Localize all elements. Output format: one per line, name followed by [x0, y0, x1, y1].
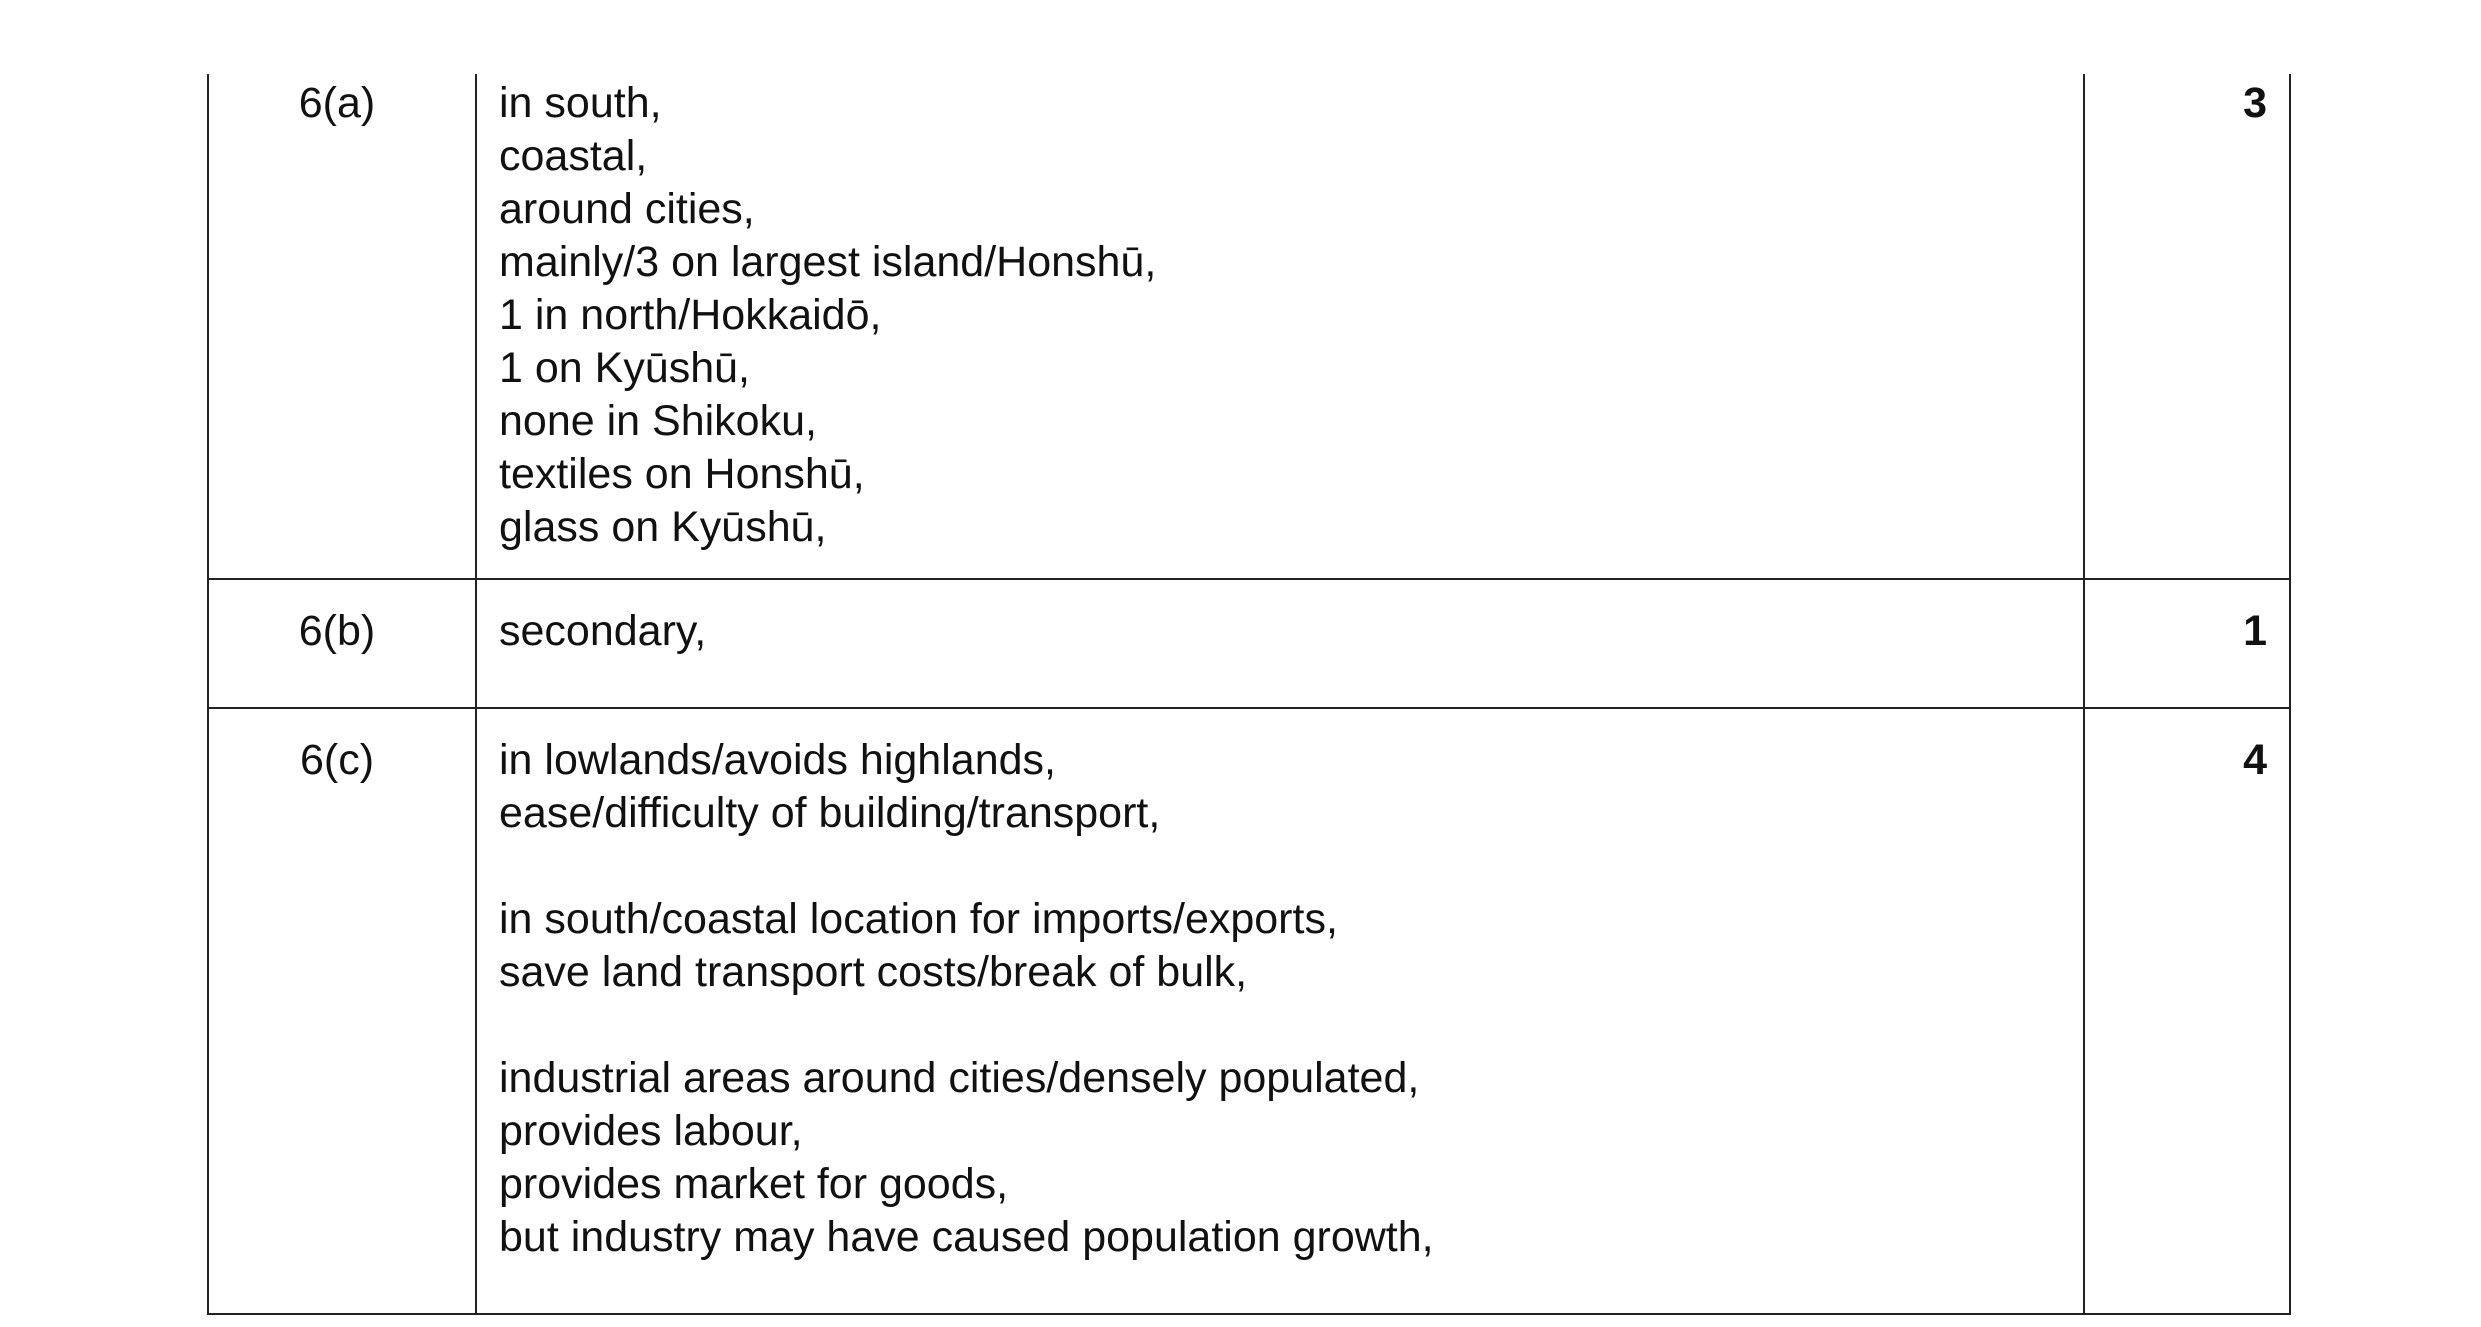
table-row: [208, 74, 2290, 579]
answer-group: [499, 1052, 2083, 1264]
answer-group: [499, 605, 2083, 658]
answer-line: around cities,: [499, 185, 755, 233]
answer-line: but industry may have caused population growth,: [499, 1213, 1434, 1261]
question-number: 6(c): [208, 708, 476, 1314]
answer-cell: [476, 579, 2084, 708]
answer-group: [499, 77, 2083, 554]
answer-line: none in Shikoku,: [499, 397, 817, 445]
table-row: [208, 708, 2290, 1314]
answer-line: 1 on Kyūshū,: [499, 344, 751, 392]
table-row: [208, 579, 2290, 708]
answer-line: provides labour,: [499, 1107, 803, 1155]
answer-group: [499, 734, 2083, 840]
answer-cell: [476, 708, 2084, 1314]
answer-line: in south,: [499, 79, 662, 127]
mark-scheme-table: [207, 74, 2291, 1315]
answer-line: glass on Kyūshū,: [499, 503, 827, 551]
answer-line: in south/coastal location for imports/exports,: [499, 895, 1338, 943]
answer-group: [499, 893, 2083, 999]
answer-line: save land transport costs/break of bulk,: [499, 948, 1248, 996]
answer-line: secondary,: [499, 607, 707, 655]
answer-line: in lowlands/avoids highlands,: [499, 736, 1056, 784]
question-number: 6(a): [208, 74, 476, 579]
marks-value: 1: [2084, 579, 2290, 708]
answer-line: coastal,: [499, 132, 648, 180]
marks-value: 4: [2084, 708, 2290, 1314]
answer-line: ease/difficulty of building/transport,: [499, 789, 1161, 837]
question-number: 6(b): [208, 579, 476, 708]
answer-cell: [476, 74, 2084, 579]
answer-line: textiles on Honshū,: [499, 450, 865, 498]
answer-line: provides market for goods,: [499, 1160, 1009, 1208]
answer-line: industrial areas around cities/densely populated,: [499, 1054, 1420, 1102]
answer-line: 1 in north/Hokkaidō,: [499, 291, 882, 339]
answer-line: mainly/3 on largest island/Honshū,: [499, 238, 1157, 286]
marks-value: 3: [2084, 74, 2290, 579]
